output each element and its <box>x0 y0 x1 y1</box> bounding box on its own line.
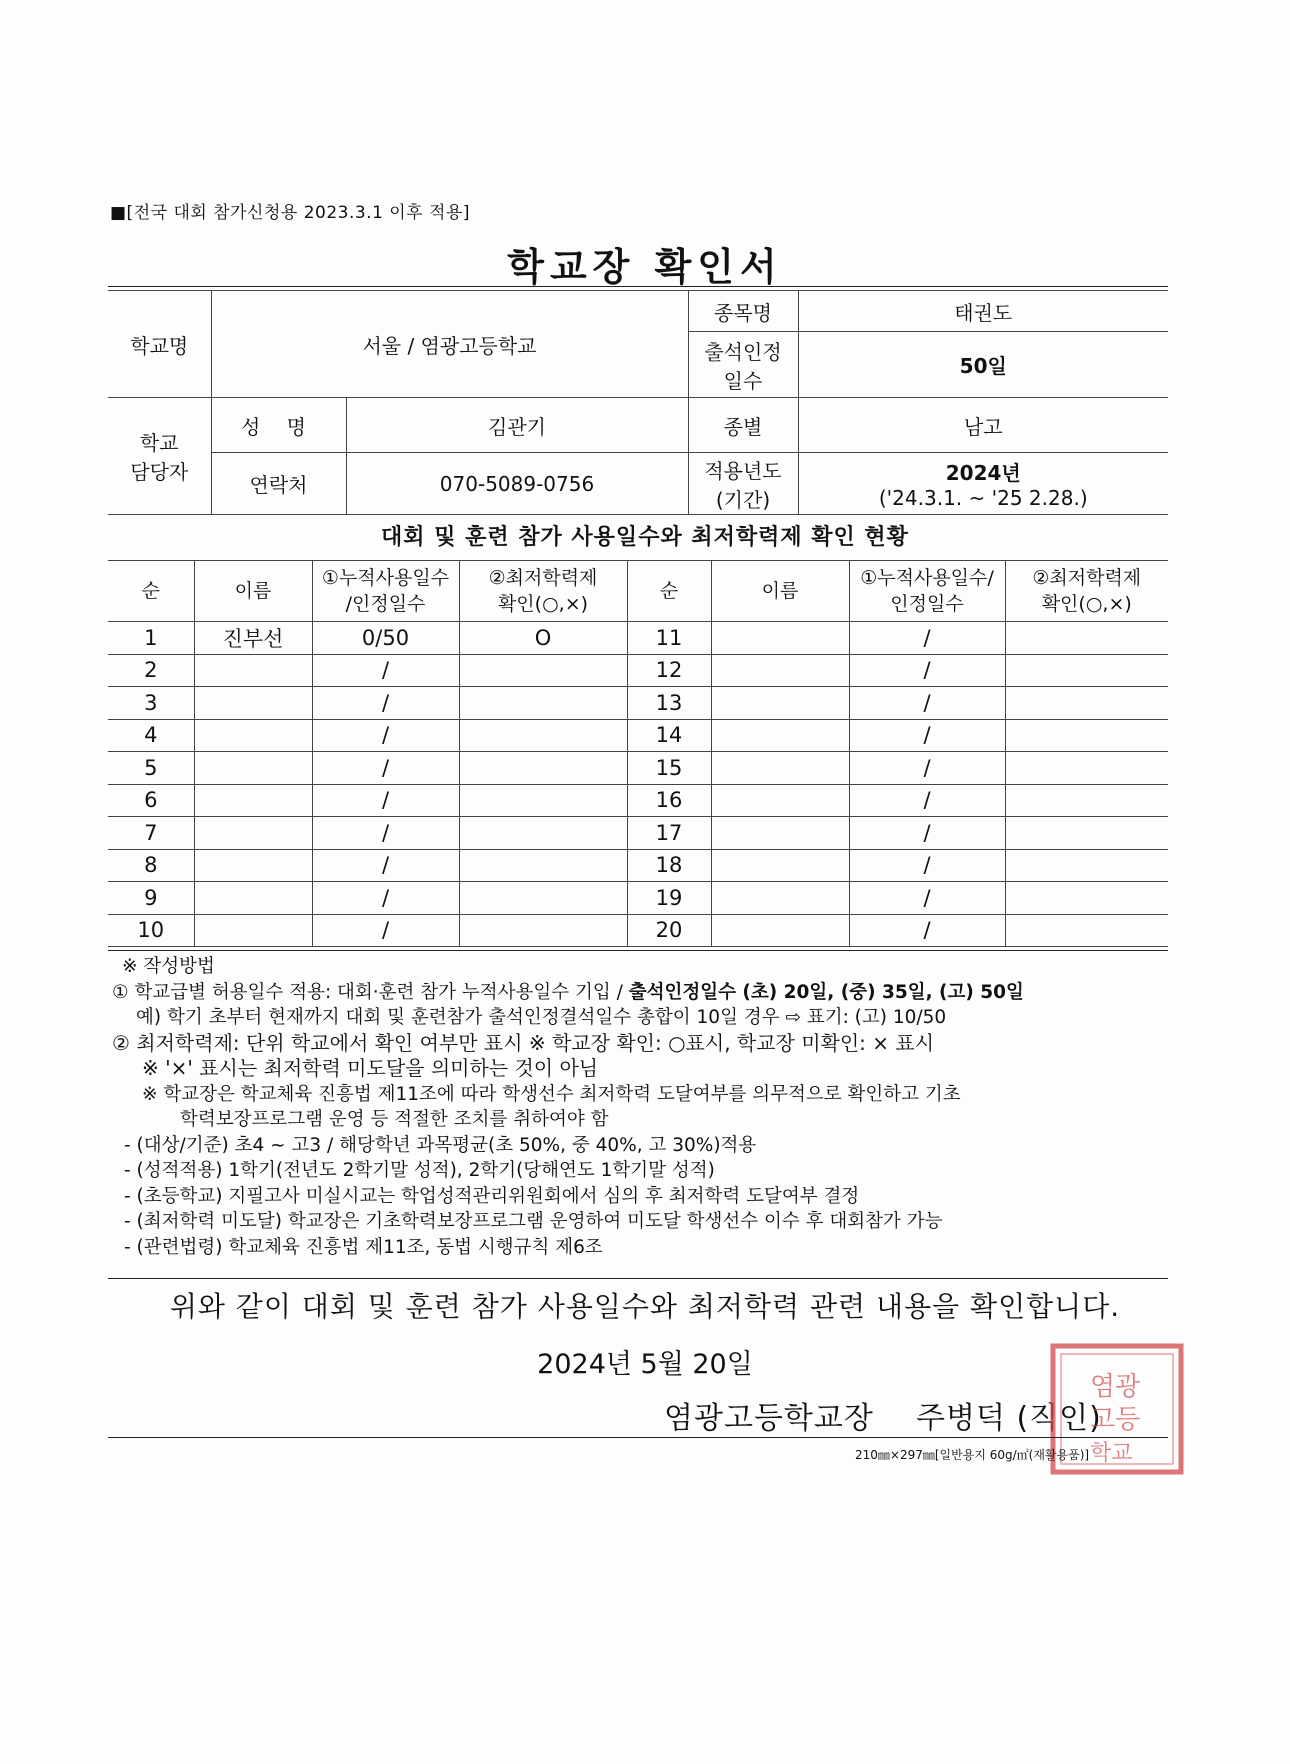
header-check-line1: ②최저학력제 <box>488 567 598 589</box>
attendance-label <box>688 332 798 398</box>
detail-2: - (성적적용) 1학기(전년도 2학기말 성적), 2학기(당해연도 1학기말 성적) <box>124 1160 715 1181</box>
year-value <box>798 453 1168 515</box>
cell-used: / <box>312 719 459 752</box>
cell-used-r: / <box>849 719 1005 752</box>
cell-no-r: 16 <box>627 784 711 817</box>
cell-check <box>459 687 627 720</box>
cell-no-r: 11 <box>627 622 711 655</box>
cell-used-r: / <box>849 817 1005 850</box>
cell-name: 진부선 <box>194 622 312 655</box>
header-check-right-line1: ②최저학력제 <box>1032 567 1142 589</box>
note-2-b1: ※ 학교장은 학교체육 진흥법 제11조에 따라 학생선수 최저학력 도달여부를 의무적으로 확인하고 기초 <box>142 1083 961 1105</box>
cell-check <box>459 752 627 785</box>
header-check-line2: 확인(○,×) <box>497 593 589 615</box>
table-header-row <box>108 561 1168 622</box>
attendance-label-line1: 출석인정 <box>704 339 782 364</box>
cell-used: / <box>312 817 459 850</box>
header-name: 이름 <box>194 561 312 622</box>
name-value: 김관기 <box>346 398 688 453</box>
cell-check-r <box>1005 882 1168 915</box>
table-row <box>108 719 1168 752</box>
header-used-right-line1: ①누적사용일수/ <box>860 567 994 589</box>
cell-name-r <box>711 622 849 655</box>
section-title: 대회 및 훈련 참가 사용일수와 최저학력제 확인 현황 <box>381 525 909 550</box>
detail-1: - (대상/기준) 초4 ~ 고3 / 해당학년 과목평균(초 50%, 중 40%, 고 30%)적용 <box>124 1134 757 1156</box>
detail-5: - (관련법령) 학교체육 진흥법 제11조, 동법 시행규칙 제6조 <box>124 1236 603 1258</box>
cell-check-r <box>1005 914 1168 947</box>
cell-no: 9 <box>108 882 194 915</box>
table-body <box>108 622 1168 947</box>
cell-used: 0/50 <box>312 622 459 655</box>
cell-no-r: 17 <box>627 817 711 850</box>
cell-no-r: 12 <box>627 654 711 687</box>
notes-heading: ※ 작성방법 <box>122 956 215 977</box>
svg-text:염광: 염광 <box>1090 1372 1141 1402</box>
header-used <box>312 561 459 622</box>
cell-name-r <box>711 784 849 817</box>
cell-used-r: / <box>849 654 1005 687</box>
cell-check-r <box>1005 849 1168 882</box>
manager-label <box>108 398 211 515</box>
sport-value: 태권도 <box>798 291 1168 332</box>
header-used-line1: ①누적사용일수 <box>321 567 450 589</box>
header-check-right-line2: 확인(○,×) <box>1041 593 1132 615</box>
manager-label-line2: 담당자 <box>130 460 189 484</box>
cell-check-r <box>1005 622 1168 655</box>
year-value-line1: 2024년 <box>945 461 1021 485</box>
cell-check-r <box>1005 817 1168 850</box>
attendance-label-line2: 일수 <box>723 368 763 393</box>
school-value: 서울 / 염광고등학교 <box>211 291 688 398</box>
cell-check <box>459 817 627 850</box>
detail-3: - (초등학교) 지필고사 미실시교는 학업성적관리위원회에서 심의 후 최저학력 도달여부 결정 <box>124 1185 860 1207</box>
cell-check <box>459 784 627 817</box>
cell-used-r: / <box>849 687 1005 720</box>
cell-no-r: 20 <box>627 914 711 947</box>
note-1 <box>112 980 1172 1006</box>
cell-used-r: / <box>849 622 1005 655</box>
table-row <box>108 914 1168 947</box>
cell-used: / <box>312 914 459 947</box>
note-1-example: 예) 학기 초부터 현재까지 대회 및 훈련참가 출석인정결석일수 총합이 10일 경우 ⇨ 표기: (고) 10/50 <box>136 1007 947 1028</box>
cell-no: 5 <box>108 752 194 785</box>
cell-used: / <box>312 752 459 785</box>
table-row <box>108 817 1168 850</box>
cell-check: O <box>459 622 627 655</box>
cell-check-r <box>1005 752 1168 785</box>
cell-name <box>194 654 312 687</box>
cell-name <box>194 687 312 720</box>
cell-name-r <box>711 654 849 687</box>
cell-no-r: 18 <box>627 849 711 882</box>
note-2-b2: 학력보장프로그램 운영 등 적절한 조치를 취하여야 함 <box>180 1109 609 1130</box>
attendance-value: 50일 <box>798 332 1168 398</box>
table-row <box>108 849 1168 882</box>
table-row <box>108 784 1168 817</box>
cell-check <box>459 849 627 882</box>
cell-name-r <box>711 752 849 785</box>
svg-text:학교: 학교 <box>1090 1441 1133 1466</box>
cell-name-r <box>711 914 849 947</box>
header-note: ■[전국 대회 참가신청용 2023.3.1 이후 적용] <box>110 203 471 223</box>
cell-check <box>459 882 627 915</box>
header-name-right: 이름 <box>711 561 849 622</box>
table-row <box>108 752 1168 785</box>
cell-check <box>459 914 627 947</box>
cell-no: 7 <box>108 817 194 850</box>
cell-name <box>194 784 312 817</box>
cell-name <box>194 719 312 752</box>
cell-no: 2 <box>108 654 194 687</box>
contact-value: 070-5089-0756 <box>346 453 688 515</box>
cell-used-r: / <box>849 882 1005 915</box>
cell-used-r: / <box>849 914 1005 947</box>
year-label-line2: (기간) <box>715 487 771 512</box>
svg-text:고등: 고등 <box>1090 1405 1141 1435</box>
name-label: 성 명 <box>211 398 346 453</box>
cell-no-r: 19 <box>627 882 711 915</box>
cell-name-r <box>711 817 849 850</box>
table-row <box>108 687 1168 720</box>
paper-spec: 210㎜×297㎜[일반용지 60g/㎡(재활용품)] <box>855 1448 1090 1462</box>
cell-check-r <box>1005 784 1168 817</box>
header-no-right: 순 <box>627 561 711 622</box>
period-value: ('24.3.1. ~ '25 2.28.) <box>878 486 1088 510</box>
cell-no: 3 <box>108 687 194 720</box>
table-row <box>108 654 1168 687</box>
note-1-text: ① 학교급별 허용일수 적용: 대회·훈련 참가 누적사용일수 기입 / <box>112 981 629 1003</box>
principal-signature: 염광고등학교장 주병덕 (직인) <box>664 1401 1102 1436</box>
cell-used-r: / <box>849 849 1005 882</box>
year-label <box>688 453 798 515</box>
cell-no: 4 <box>108 719 194 752</box>
cell-no: 8 <box>108 849 194 882</box>
header-used-line2: /인정일수 <box>345 593 426 615</box>
cell-used: / <box>312 849 459 882</box>
cell-check-r <box>1005 654 1168 687</box>
cell-check <box>459 719 627 752</box>
cell-name <box>194 817 312 850</box>
contact-label: 연락처 <box>211 453 346 515</box>
school-label: 학교명 <box>108 291 211 398</box>
table-row <box>108 882 1168 915</box>
cell-name <box>194 752 312 785</box>
cell-name <box>194 914 312 947</box>
document-title: 학교장 확인서 <box>507 245 783 289</box>
notes-bottom-rule <box>108 1278 1168 1279</box>
cell-check <box>459 654 627 687</box>
cell-no: 6 <box>108 784 194 817</box>
cell-check-r <box>1005 687 1168 720</box>
cell-no: 10 <box>108 914 194 947</box>
manager-label-line1: 학교 <box>139 431 179 455</box>
header-no: 순 <box>108 561 194 622</box>
info-table <box>108 290 1168 515</box>
cell-name-r <box>711 882 849 915</box>
cell-used: / <box>312 882 459 915</box>
cell-name-r <box>711 849 849 882</box>
cell-used-r: / <box>849 752 1005 785</box>
usage-table <box>108 560 1168 947</box>
year-label-line1: 적용년도 <box>704 458 782 483</box>
cell-name <box>194 882 312 915</box>
detail-4: - (최저학력 미도달) 학교장은 기초학력보장프로그램 운영하여 미도달 학생선수 이수 후 대회참가 가능 <box>124 1211 943 1232</box>
note-1-bold: 출석인정일수 (초) 20일, (중) 35일, (고) 50일 <box>628 981 1024 1003</box>
cell-name-r <box>711 687 849 720</box>
notes-section <box>112 954 1172 1260</box>
issue-date: 2024년 5월 20일 <box>537 1349 753 1380</box>
cell-no-r: 13 <box>627 687 711 720</box>
cell-used: / <box>312 654 459 687</box>
top-rule <box>108 286 1168 287</box>
header-check <box>459 561 627 622</box>
confirmation-text: 위와 같이 대회 및 훈련 참가 사용일수와 최저학력 관련 내용을 확인합니다. <box>169 1290 1121 1323</box>
cell-no-r: 14 <box>627 719 711 752</box>
note-2-a: ※ '×' 표시는 최저학력 미도달을 의미하는 것이 아님 <box>142 1056 599 1080</box>
sport-label: 종목명 <box>688 291 798 332</box>
cell-no: 1 <box>108 622 194 655</box>
cell-no-r: 15 <box>627 752 711 785</box>
cell-name <box>194 849 312 882</box>
cell-check-r <box>1005 719 1168 752</box>
cell-used: / <box>312 687 459 720</box>
cell-used: / <box>312 784 459 817</box>
header-check-right <box>1005 561 1168 622</box>
cell-used-r: / <box>849 784 1005 817</box>
footer-rule <box>108 1437 1168 1438</box>
header-used-right-line2: 인정일수 <box>890 593 964 615</box>
category-value: 남고 <box>798 398 1168 453</box>
cell-name-r <box>711 719 849 752</box>
header-used-right <box>849 561 1005 622</box>
table-bottom-rule <box>108 950 1168 951</box>
category-label: 종별 <box>688 398 798 453</box>
note-2: ② 최저학력제: 단위 학교에서 확인 여부만 표시 ※ 학교장 확인: ○표시, 학교장 미확인: × 표시 <box>112 1030 935 1055</box>
table-row <box>108 622 1168 655</box>
